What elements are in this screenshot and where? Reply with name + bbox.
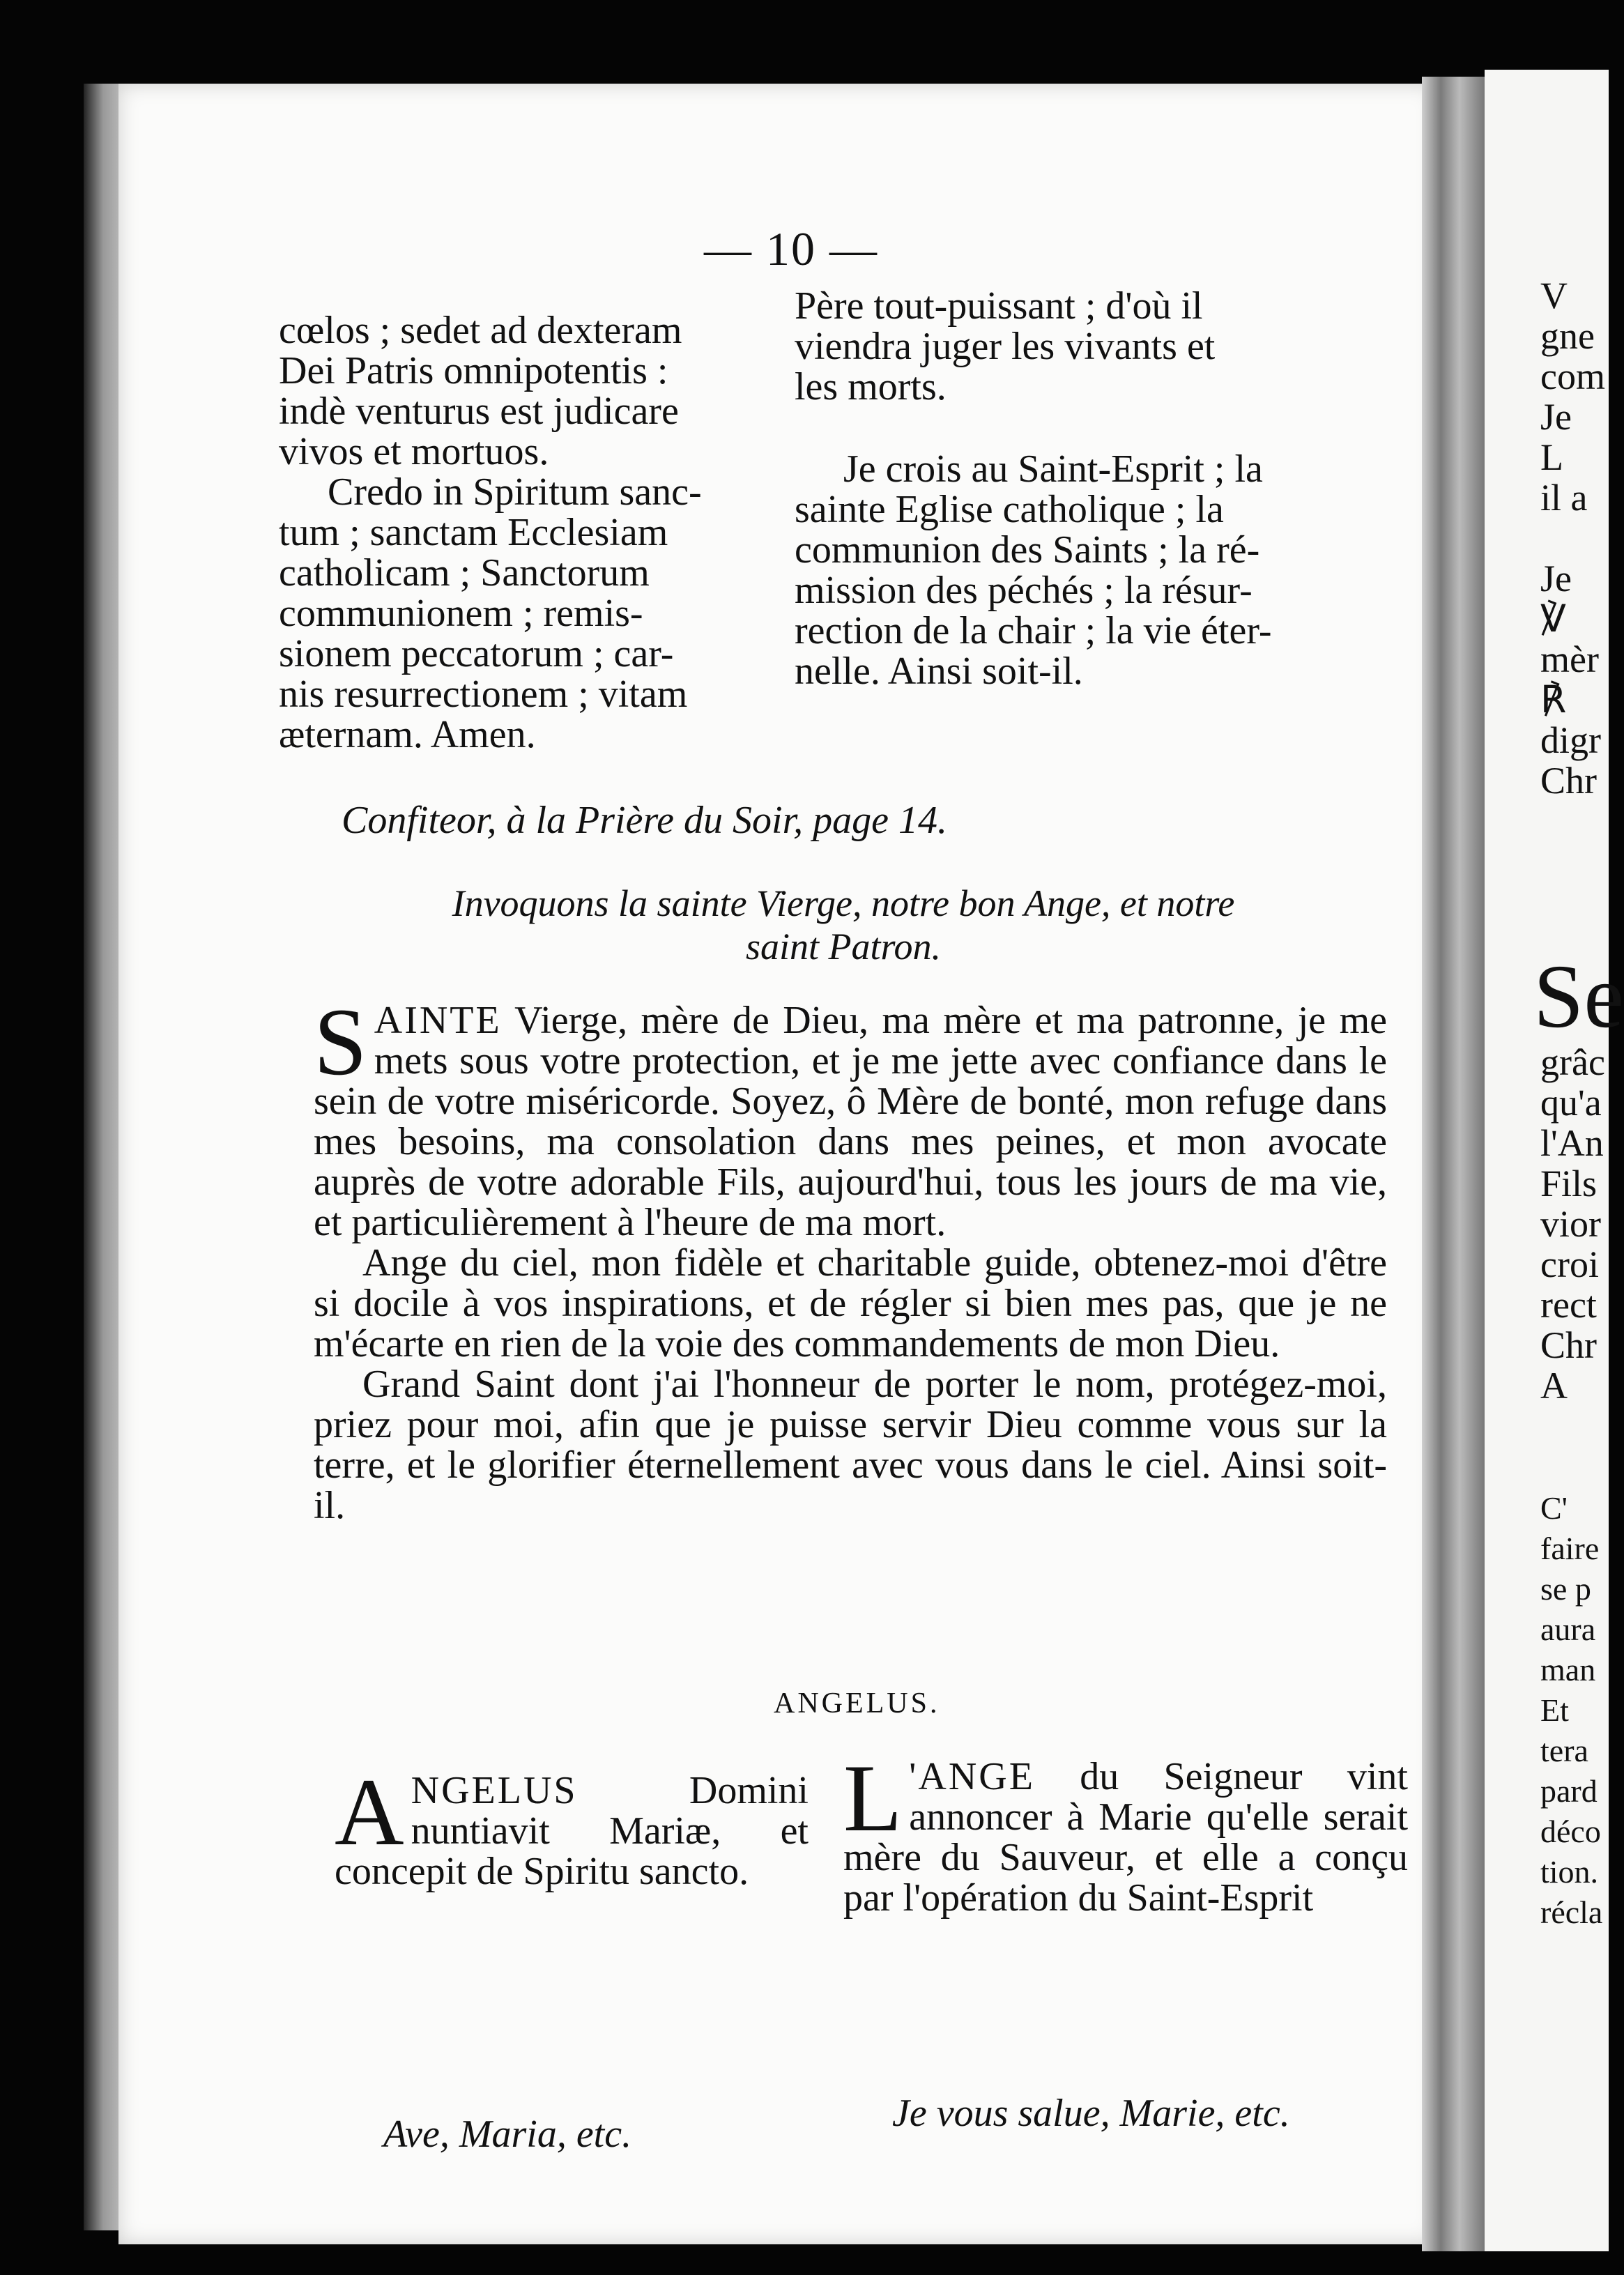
fragment: rect bbox=[1540, 1284, 1597, 1326]
angelus-paragraph bbox=[335, 1759, 809, 1893]
fragment: man bbox=[1540, 1652, 1596, 1687]
fragment: croi bbox=[1540, 1243, 1599, 1285]
fragment: Chr bbox=[1540, 1324, 1597, 1366]
latin-line: sionem peccatorum ; car- bbox=[279, 632, 674, 675]
latin-line: æternam. Amen. bbox=[279, 713, 536, 756]
lead-word: 'ANGE bbox=[909, 1755, 1035, 1798]
latin-line: communionem ; remis- bbox=[279, 592, 643, 635]
latin-line: Credo in Spiritum sanc- bbox=[328, 470, 702, 514]
fragment: faire bbox=[1540, 1531, 1600, 1566]
french-line: Je crois au Saint-Esprit ; la bbox=[843, 447, 1263, 491]
fragment: Et bbox=[1540, 1692, 1569, 1728]
french-line: rection de la chair ; la vie éter- bbox=[795, 609, 1272, 652]
prayer-paragraph: Grand Saint dont j'ai l'honneur de porter le nom, protégez-moi, priez pour moi, afin que je puisse servir Dieu comme vous sur la terre, et le glorifier éternellement avec vous dans le ciel. Ainsi soit-il. bbox=[314, 1363, 1387, 1527]
french-creed-column bbox=[795, 286, 1366, 691]
lead-word: NGELUS bbox=[411, 1769, 578, 1812]
french-line: mission des péchés ; la résur- bbox=[795, 569, 1253, 612]
fragment: tion. bbox=[1540, 1854, 1599, 1890]
fragment: l'An bbox=[1540, 1122, 1604, 1164]
drop-cap: A bbox=[335, 1759, 404, 1865]
french-line: les morts. bbox=[795, 365, 947, 408]
fragment bbox=[1540, 518, 1605, 558]
latin-line: vivos et mortuos. bbox=[279, 430, 549, 473]
fragment: pard bbox=[1540, 1773, 1598, 1809]
paragraph-text: Vierge, mère de Dieu, ma mère et ma patronne, je me mets sous votre protection, et je me jette avec confiance dans le sein de votre miséricorde. Soyez, ô Mère de bonté, mon refuge dans mes besoins, ma consolation dans mes peines, et mon avocate auprès de votre adorable Fils, aujourd'hui, tous les jours de ma vie, et particulièrement à l'heure de ma mort. bbox=[314, 999, 1387, 1244]
fragment: vior bbox=[1540, 1203, 1601, 1245]
facing-page-text-bottom bbox=[1540, 1488, 1602, 1933]
angelus-french bbox=[843, 1745, 1408, 1920]
facing-page-text-middle bbox=[1540, 1042, 1605, 1406]
paragraph-text: du Seigneur vint annoncer à Marie qu'elle serait mère du Sauveur, et elle a conçu par l'opération du Saint-Esprit bbox=[843, 1755, 1408, 1920]
angelus-title: ANGELUS. bbox=[774, 1687, 940, 1719]
fragment: récla bbox=[1540, 1894, 1603, 1930]
fragment: gne bbox=[1540, 315, 1595, 357]
fragment: Je bbox=[1540, 558, 1572, 599]
fragment: Je bbox=[1540, 396, 1572, 438]
section-heading bbox=[307, 882, 1380, 968]
confiteor-note: Confiteor, à la Prière du Soir, page 14. bbox=[342, 799, 948, 842]
french-line: Père tout-puissant ; d'où il bbox=[795, 284, 1203, 328]
drop-cap: S bbox=[314, 988, 367, 1095]
french-line: viendra juger les vivants et bbox=[795, 325, 1216, 368]
page-number: — 10 — bbox=[704, 222, 878, 275]
fragment: se p bbox=[1540, 1571, 1591, 1607]
french-line: communion des Saints ; la ré- bbox=[795, 528, 1260, 572]
fragment: digr bbox=[1540, 719, 1601, 761]
fragment: qu'a bbox=[1540, 1082, 1602, 1124]
drop-cap: L bbox=[843, 1745, 903, 1851]
fragment: A bbox=[1540, 1365, 1568, 1407]
fragment: C' bbox=[1540, 1490, 1568, 1526]
fragment: Fils bbox=[1540, 1163, 1598, 1204]
latin-line: catholicam ; Sanctorum bbox=[279, 551, 650, 595]
fragment: L bbox=[1540, 436, 1563, 478]
fragment: ℣ bbox=[1540, 598, 1566, 640]
prayer-text bbox=[314, 988, 1387, 1527]
fragment: déco bbox=[1540, 1814, 1601, 1849]
paragraph-text: Domini nuntiavit Mariæ, et concepit de Spiritu sancto. bbox=[335, 1769, 809, 1893]
lead-word: AINTE bbox=[374, 999, 502, 1042]
latin-line: cœlos ; sedet ad dexteram bbox=[279, 309, 682, 352]
fragment: aura bbox=[1540, 1611, 1596, 1647]
fragment: ℟ bbox=[1540, 679, 1566, 721]
fragment: mèr bbox=[1540, 638, 1599, 680]
fragment: tera bbox=[1540, 1733, 1588, 1768]
prayer-paragraph: Ange du ciel, mon fidèle et charitable guide, obtenez-moi d'être si docile à vos inspirations, et de régler si bien mes pas, que je ne m'écarte en rien de la voie des commandements de mon Dieu. bbox=[314, 1241, 1387, 1365]
page-gutter bbox=[1422, 77, 1485, 2251]
french-line: sainte Eglise catholique ; la bbox=[795, 488, 1224, 531]
angelus-paragraph bbox=[843, 1745, 1408, 1920]
latin-line: tum ; sanctam Ecclesiam bbox=[279, 511, 668, 554]
latin-line: indè venturus est judicare bbox=[279, 390, 679, 433]
fragment: il a bbox=[1540, 477, 1588, 519]
facing-page-text-top bbox=[1540, 275, 1605, 801]
latin-reference: Ave, Maria, etc. bbox=[383, 2113, 632, 2156]
prayer-paragraph bbox=[314, 988, 1387, 1244]
fragment: grâc bbox=[1540, 1041, 1605, 1083]
latin-line: Dei Patris omnipotentis : bbox=[279, 349, 668, 392]
fragment: V bbox=[1540, 275, 1568, 316]
section-heading-line: saint Patron. bbox=[745, 926, 942, 967]
latin-line: nis resurrectionem ; vitam bbox=[279, 673, 688, 716]
facing-page-dropcap: Se bbox=[1533, 947, 1624, 1047]
french-line: nelle. Ainsi soit-il. bbox=[795, 650, 1083, 693]
section-heading-line: Invoquons la sainte Vierge, notre bon Ange, et notre bbox=[452, 882, 1235, 924]
fragment: Chr bbox=[1540, 760, 1597, 802]
french-reference: Je vous salue, Marie, etc. bbox=[892, 2092, 1290, 2135]
angelus-latin bbox=[335, 1759, 809, 1893]
fragment: com bbox=[1540, 355, 1605, 397]
latin-creed-column bbox=[279, 310, 760, 755]
